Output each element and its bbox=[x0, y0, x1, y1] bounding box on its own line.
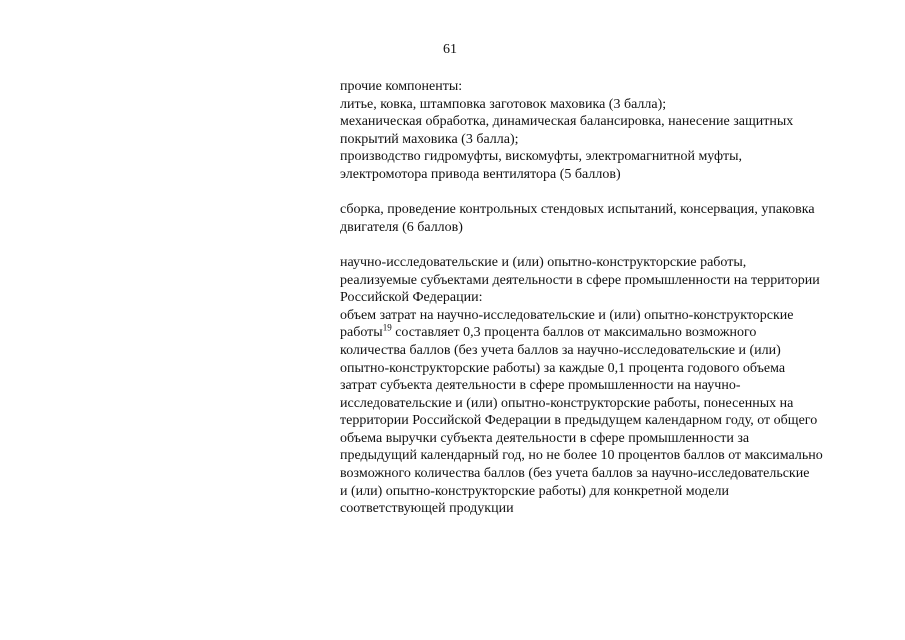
footnote-reference[interactable]: 19 bbox=[382, 322, 392, 333]
text-line: прочие компоненты: bbox=[340, 79, 463, 94]
text-line: производство гидромуфты, вискомуфты, электромагнитной муфты, bbox=[340, 149, 743, 165]
text-fragment: работы bbox=[340, 325, 383, 341]
text-line: количества баллов (без учета баллов за научно-исследовательские и (или) bbox=[340, 342, 781, 358]
document-body bbox=[340, 78, 880, 518]
paragraph-assembly bbox=[340, 201, 880, 236]
text-line: научно-исследовательские и (или) опытно-конструкторские работы, bbox=[340, 254, 747, 270]
text-line: двигателя (6 баллов) bbox=[340, 219, 463, 235]
text-line: объема выручки субъекта деятельности в сфере промышленности за bbox=[340, 430, 750, 446]
paragraph-rnd bbox=[340, 254, 880, 518]
text-line-with-footnote bbox=[340, 324, 880, 342]
text-line: объем затрат на научно-исследовательские и (или) опытно-конструкторские bbox=[340, 307, 794, 323]
text-line: сборка, проведение контрольных стендовых испытаний, консервация, упаковка bbox=[340, 202, 815, 218]
text-line: исследовательские и (или) опытно-конструкторские работы, понесенных на bbox=[340, 395, 794, 411]
text-line: территории Российской Федерации в предыдущем календарном году, от общего bbox=[340, 413, 818, 429]
text-line: опытно-конструкторские работы) за каждые 0,1 процента годового объема bbox=[340, 360, 786, 376]
text-line: соответствующей продукции bbox=[340, 501, 514, 517]
text-line: покрытий маховика (3 балла); bbox=[340, 131, 519, 147]
text-line: предыдущий календарный год, но не более 10 процентов баллов от максимально bbox=[340, 448, 823, 464]
paragraph-other-components bbox=[340, 78, 880, 184]
text-line: реализуемые субъектами деятельности в сфере промышленности на территории bbox=[340, 272, 820, 288]
text-fragment: составляет 0,3 процента баллов от максимально возможного bbox=[391, 325, 757, 341]
paragraph-gap bbox=[340, 236, 880, 254]
text-line: литье, ковка, штамповка заготовок маховика (3 балла); bbox=[340, 96, 667, 112]
text-line: Российской Федерации: bbox=[340, 290, 483, 306]
text-line: механическая обработка, динамическая балансировка, нанесение защитных bbox=[340, 114, 794, 130]
paragraph-gap bbox=[340, 184, 880, 202]
text-line: затрат субъекта деятельности в сфере промышленности на научно- bbox=[340, 378, 741, 394]
text-line: и (или) опытно-конструкторские работы) для конкретной модели bbox=[340, 483, 729, 499]
text-line: электромотора привода вентилятора (5 баллов) bbox=[340, 166, 621, 182]
page-number: 61 bbox=[443, 42, 457, 57]
text-line: возможного количества баллов (без учета баллов за научно-исследовательские bbox=[340, 466, 810, 482]
